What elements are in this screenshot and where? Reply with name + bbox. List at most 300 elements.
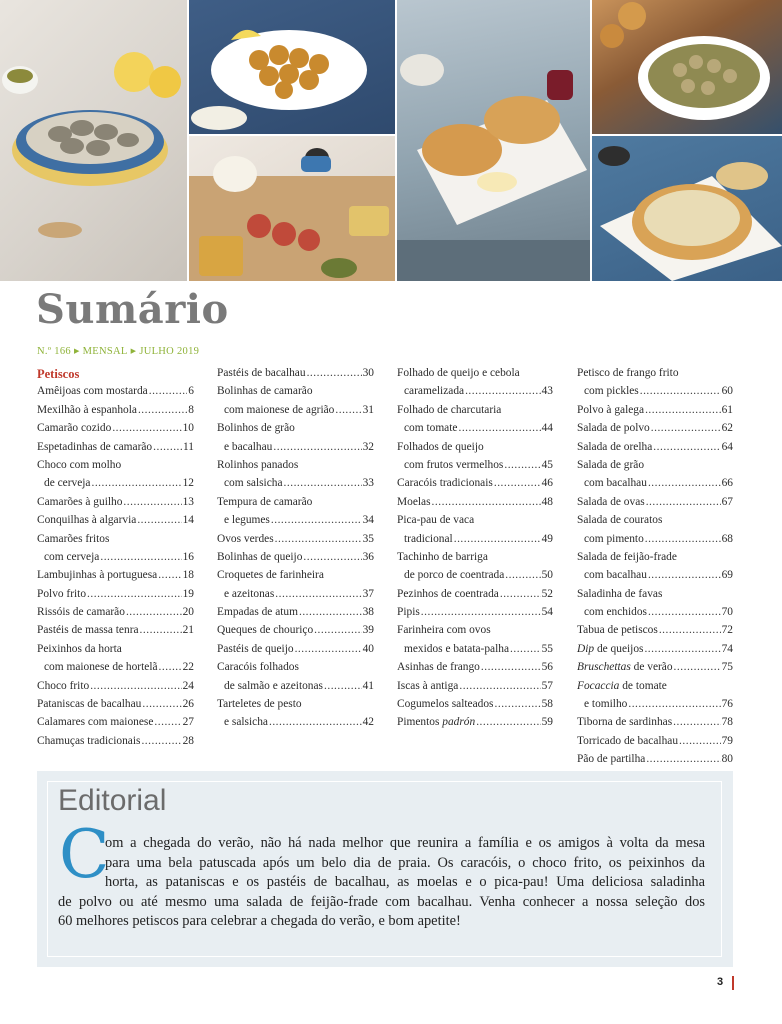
dot-leader xyxy=(112,419,181,437)
toc-entry-title: Pica-pau de vaca xyxy=(397,514,475,527)
toc-entry xyxy=(217,603,374,621)
toc-page-number: 50 xyxy=(541,569,553,582)
toc-entry xyxy=(577,548,733,585)
toc-entry-title: com maionese de agrião xyxy=(224,403,335,416)
toc-entry xyxy=(397,474,553,492)
toc-entry-line xyxy=(577,364,733,382)
toc-entry-line xyxy=(217,474,374,492)
toc-entry-line xyxy=(397,658,553,676)
toc-page-number: 21 xyxy=(182,624,194,637)
toc-page-number: 69 xyxy=(721,569,733,582)
toc-entry-line xyxy=(37,658,194,676)
dot-leader xyxy=(645,401,721,419)
dot-leader xyxy=(140,621,182,639)
dot-leader xyxy=(679,732,721,750)
toc-entry-line xyxy=(577,677,733,695)
toc-entry-title: e azeitonas xyxy=(224,587,275,600)
dot-leader xyxy=(640,382,721,400)
toc-page-number: 8 xyxy=(188,403,194,416)
toc-entry xyxy=(217,658,374,695)
toc-entry-line xyxy=(397,474,553,492)
dot-leader xyxy=(432,493,541,511)
toc-entry xyxy=(217,640,374,658)
toc-entry xyxy=(37,621,194,639)
toc-entry-title: com bacalhau xyxy=(584,477,647,490)
toc-entry-line xyxy=(577,621,733,639)
toc-page-number: 24 xyxy=(182,679,194,692)
toc-entry-title: tradicional xyxy=(404,532,453,545)
toc-page-number: 75 xyxy=(721,661,733,674)
toc-page-number: 39 xyxy=(362,624,374,637)
toc-entry xyxy=(217,548,374,566)
toc-page-number: 42 xyxy=(362,716,374,729)
toc-entry-title: Pipis xyxy=(397,606,420,619)
toc-entry-title: com frutos vermelhos xyxy=(404,458,504,471)
toc-entry-line xyxy=(37,401,194,419)
dot-leader xyxy=(87,585,182,603)
toc-page-number: 41 xyxy=(362,679,374,692)
dot-leader xyxy=(269,713,362,731)
toc-page-number: 31 xyxy=(362,403,374,416)
toc-page-number: 27 xyxy=(182,716,194,729)
toc-page-number: 37 xyxy=(362,587,374,600)
fried-bites-photo xyxy=(189,0,395,134)
toc-page-number: 35 xyxy=(362,532,374,545)
editorial-text xyxy=(58,834,705,932)
toc-page-number: 60 xyxy=(721,385,733,398)
toc-entry-line xyxy=(217,585,374,603)
toc-column-2 xyxy=(217,364,374,732)
toc-entry-title: Tarteletes de pesto xyxy=(217,698,302,711)
toc-page-number: 43 xyxy=(541,385,553,398)
toc-page-number: 79 xyxy=(721,734,733,747)
toc-page-number: 59 xyxy=(541,716,553,729)
toc-entry-title: com pimento xyxy=(584,532,644,545)
dot-leader xyxy=(90,677,181,695)
toc-entry-line xyxy=(577,713,733,731)
toc-entry xyxy=(577,456,733,493)
dot-leader xyxy=(465,382,541,400)
dot-leader xyxy=(275,530,362,548)
toc-entry xyxy=(577,511,733,548)
dot-leader xyxy=(481,658,541,676)
toc-entry xyxy=(37,438,194,456)
toc-entry-title: com tomate xyxy=(404,422,458,435)
dot-leader xyxy=(100,548,181,566)
toc-entry-title: Queques de chouriço xyxy=(217,624,314,637)
toc-entry-title: Tempura de camarão xyxy=(217,495,313,508)
triangle-separator-icon: ▶ xyxy=(130,347,137,355)
toc-entry-line xyxy=(397,621,553,639)
toc-entry xyxy=(397,401,553,438)
toc-entry-line xyxy=(217,364,374,382)
dot-leader xyxy=(500,585,541,603)
toc-entry-title: Caracóis tradicionais xyxy=(397,477,493,490)
toc-entry-line xyxy=(217,658,374,676)
toc-entry-title: com salsicha xyxy=(224,477,283,490)
toc-entry-title: Farinheira com ovos xyxy=(397,624,491,637)
toc-entry-line xyxy=(397,456,553,474)
dot-leader xyxy=(153,438,182,456)
toc-entry-title: Salada de polvo xyxy=(577,422,650,435)
dot-leader xyxy=(303,548,361,566)
dot-leader xyxy=(324,677,362,695)
toc-entry-line xyxy=(37,603,194,621)
toc-entry-line xyxy=(397,401,553,419)
toc-entry-title: Tabua de petiscos xyxy=(577,624,658,637)
toc-entry-line xyxy=(577,419,733,437)
toc-entry-line xyxy=(577,382,733,400)
toc-entry-line xyxy=(37,585,194,603)
toc-entry-line xyxy=(37,640,194,658)
toc-entry-line xyxy=(217,677,374,695)
toc-entry-line xyxy=(577,640,733,658)
toc-entry-title: Choco frito xyxy=(37,679,90,692)
toc-page-number: 33 xyxy=(362,477,374,490)
toc-entry xyxy=(37,382,194,400)
toc-entry-title: Croquetes de farinheira xyxy=(217,569,324,582)
toc-entry-line xyxy=(37,566,194,584)
toc-page-number: 76 xyxy=(721,698,733,711)
toc-entry xyxy=(37,566,194,584)
toc-entry-line xyxy=(217,382,374,400)
toc-entry-line xyxy=(37,677,194,695)
toast-photo xyxy=(592,136,782,281)
toc-entry-title: Tachinho de barriga xyxy=(397,550,488,563)
toc-page-number: 28 xyxy=(182,734,194,747)
dot-leader xyxy=(141,732,181,750)
toc-entry-title: com bacalhau xyxy=(584,569,647,582)
page-marker-bar xyxy=(732,976,734,990)
editorial-line: horta, as pataniscas e os pastéis de bacalhau, as moelas e o pica-pau! Uma deliciosa saladinha xyxy=(105,874,705,890)
toc-entry-title: Camarão cozido xyxy=(37,422,112,435)
toc-entry-line xyxy=(397,364,553,382)
dot-leader xyxy=(645,530,721,548)
toc-entry-title: Folhado de queijo e cebola xyxy=(397,367,520,379)
toc-entry-title: Petisco de frango frito xyxy=(577,367,679,379)
toc-entry-line xyxy=(397,677,553,695)
toc-entry xyxy=(37,713,194,731)
dot-leader xyxy=(476,713,540,731)
toc-entry-title: Empadas de atum xyxy=(217,606,298,619)
toc-entry-line xyxy=(397,640,553,658)
toc-entry xyxy=(37,530,194,567)
clams-photo xyxy=(0,0,187,281)
dot-leader xyxy=(674,658,721,676)
toc-entry-line xyxy=(37,548,194,566)
toc-entry-line xyxy=(37,695,194,713)
toc-entry xyxy=(217,382,374,419)
toc-entry-title: Bolinhas de camarão xyxy=(217,385,313,398)
toc-entry xyxy=(577,732,733,750)
toc-page-number: 16 xyxy=(182,550,194,563)
toc-entry xyxy=(397,548,553,585)
toc-page-number: 20 xyxy=(182,606,194,619)
toc-entry xyxy=(37,401,194,419)
toc-page-number: 44 xyxy=(541,422,553,435)
toc-entry xyxy=(37,732,194,750)
toc-entry xyxy=(397,677,553,695)
toc-entry-title: Dip de queijos xyxy=(577,642,644,655)
toc-entry-title: Caracóis folhados xyxy=(217,661,299,674)
toc-entry-title: mexidos e batata-palha xyxy=(404,642,510,655)
toc-page-number: 64 xyxy=(721,440,733,453)
toc-entry-line xyxy=(577,750,733,768)
toc-entry-title: Camarões fritos xyxy=(37,532,110,545)
toc-entry-line xyxy=(577,695,733,713)
editorial-line: 60 melhores petiscos para celebrar a chegada do verão, e bom apetite! xyxy=(58,913,461,929)
toc-entry xyxy=(37,603,194,621)
toc-entry-line xyxy=(217,640,374,658)
page-number: 3 xyxy=(717,976,724,988)
toc-entry-line xyxy=(217,493,374,511)
toc-page-number: 70 xyxy=(721,606,733,619)
toc-entry-line xyxy=(577,732,733,750)
dot-leader xyxy=(123,493,181,511)
toc-entry-line xyxy=(217,603,374,621)
toc-page-number: 57 xyxy=(541,679,553,692)
dot-leader xyxy=(335,401,361,419)
toc-entry-title: Bruschettas de verão xyxy=(577,661,673,674)
toc-entry-title: Pimentos padrón xyxy=(397,716,476,729)
toc-entry xyxy=(217,566,374,603)
dot-leader xyxy=(275,585,361,603)
dot-leader xyxy=(149,382,188,400)
toc-entry xyxy=(577,438,733,456)
toc-page-number: 55 xyxy=(541,642,553,655)
charcuterie-photo xyxy=(189,136,395,281)
toc-entry-title: Pezinhos de coentrada xyxy=(397,587,499,600)
toc-page-number: 48 xyxy=(541,495,553,508)
toc-entry-line xyxy=(37,456,194,474)
dot-leader xyxy=(458,419,540,437)
toc-entry xyxy=(217,530,374,548)
toc-entry-line xyxy=(577,474,733,492)
toc-page-number: 14 xyxy=(182,514,194,527)
dot-leader xyxy=(137,511,181,529)
toc-entry-line xyxy=(397,493,553,511)
toc-entry-line xyxy=(577,401,733,419)
issue-info xyxy=(37,346,199,357)
toc-entry xyxy=(217,419,374,456)
toc-entry-line xyxy=(397,566,553,584)
toc-page-number: 54 xyxy=(541,606,553,619)
snails-photo xyxy=(592,0,782,134)
toc-entry xyxy=(577,750,733,768)
toc-entry-line xyxy=(397,695,553,713)
toc-entry-title: com pickles xyxy=(584,385,639,398)
toc-page-number: 68 xyxy=(721,532,733,545)
toc-entry-line xyxy=(577,511,733,529)
toc-page-number: 26 xyxy=(182,698,194,711)
toc-entry xyxy=(577,713,733,731)
toc-entry-title: e bacalhau xyxy=(224,440,273,453)
dot-leader xyxy=(271,511,362,529)
toc-entry-line xyxy=(37,382,194,400)
toc-entry-line xyxy=(217,438,374,456)
toc-entry xyxy=(37,695,194,713)
toc-entry-title: Mexilhão à espanhola xyxy=(37,403,137,416)
dot-leader xyxy=(273,438,361,456)
dot-leader xyxy=(142,695,181,713)
toc-entry-line xyxy=(217,621,374,639)
toc-page-number: 13 xyxy=(182,495,194,508)
toc-entry-title: Folhado de charcutaria xyxy=(397,403,502,416)
toc-page-number: 30 xyxy=(362,367,374,379)
toc-page-number: 11 xyxy=(183,440,194,453)
toc-entry xyxy=(397,658,553,676)
toc-entry-title: Saladinha de favas xyxy=(577,587,663,600)
page-title: Sumário xyxy=(36,286,229,333)
toc-entry-line xyxy=(577,658,733,676)
toc-entry-line xyxy=(397,585,553,603)
toc-entry xyxy=(37,677,194,695)
toc-page-number: 10 xyxy=(182,422,194,435)
toc-entry-line xyxy=(397,419,553,437)
toc-entry-line xyxy=(217,713,374,731)
toc-entry xyxy=(577,640,733,658)
toc-entry xyxy=(397,621,553,658)
toc-entry-title: Pastéis de queijo xyxy=(217,642,294,655)
toc-page-number: 36 xyxy=(362,550,374,563)
puff-pastry-photo xyxy=(397,0,590,281)
toc-entry xyxy=(397,364,553,401)
toc-page-number: 6 xyxy=(188,385,194,398)
toc-entry xyxy=(577,658,733,676)
toc-entry-title: Salada de orelha xyxy=(577,440,653,453)
editorial-line: para uma bela patuscada após um belo dia de praia. Os caracóis, o choco frito, os peixinhos da xyxy=(105,854,705,871)
toc-entry-title: Torricado de bacalhau xyxy=(577,734,679,747)
issue-frequency: MENSAL xyxy=(82,346,128,357)
toc-entry-title: caramelizada xyxy=(404,385,465,398)
dot-leader xyxy=(648,566,721,584)
toc-entry-title: Tiborna de sardinhas xyxy=(577,716,673,729)
toc-entry-title: Ovos verdes xyxy=(217,532,274,545)
editorial-title: Editorial xyxy=(58,784,167,817)
toc-entry-line xyxy=(577,603,733,621)
toc-page-number: 52 xyxy=(541,587,553,600)
toc-entry-title: Salada de couratos xyxy=(577,514,663,527)
toc-entry-title: Chamuças tradicionais xyxy=(37,734,141,747)
toc-entry-title: Polvo à galega xyxy=(577,403,645,416)
toc-entry xyxy=(397,493,553,511)
toc-entry xyxy=(577,621,733,639)
dot-leader xyxy=(454,530,541,548)
toc-entry-line xyxy=(37,621,194,639)
dot-leader xyxy=(644,640,720,658)
toc-entry-line xyxy=(397,603,553,621)
toc-entry-title: Pão de partilha xyxy=(577,753,646,766)
dot-leader xyxy=(494,474,541,492)
toc-entry-title: Salada de ovas xyxy=(577,495,645,508)
toc-entry-line xyxy=(577,548,733,566)
toc-page-number: 18 xyxy=(182,569,194,582)
toc-entry xyxy=(37,585,194,603)
toc-entry xyxy=(217,621,374,639)
toc-column-4 xyxy=(577,364,733,769)
dot-leader xyxy=(126,603,182,621)
toc-entry-title: Conquilhas à algarvia xyxy=(37,514,137,527)
dot-leader xyxy=(505,566,540,584)
toc-entry-title: de cerveja xyxy=(44,477,91,490)
dot-leader xyxy=(158,566,181,584)
toc-entry-line xyxy=(397,511,553,529)
issue-date: JULHO 2019 xyxy=(139,346,200,357)
dot-leader xyxy=(659,621,721,639)
toc-entry-title: Focaccia de tomate xyxy=(577,679,667,692)
toc-entry xyxy=(37,511,194,529)
toc-entry-title: Asinhas de frango xyxy=(397,661,480,674)
toc-entry xyxy=(577,677,733,714)
dot-leader xyxy=(307,364,362,382)
dot-leader xyxy=(154,713,181,731)
toc-entry xyxy=(37,419,194,437)
toc-entry-title: Cogumelos salteados xyxy=(397,698,494,711)
toc-entry-title: Folhados de queijo xyxy=(397,440,484,453)
toc-entry-title: Iscas à antiga xyxy=(397,679,459,692)
toc-entry-line xyxy=(37,474,194,492)
toc-entry xyxy=(397,511,553,548)
dot-leader xyxy=(651,419,721,437)
issue-number: N.º 166 xyxy=(37,346,71,357)
dot-leader xyxy=(646,750,720,768)
toc-entry-title: Salada de grão xyxy=(577,458,645,471)
toc-entry xyxy=(397,585,553,603)
toc-entry-title: Bolinhas de queijo xyxy=(217,550,303,563)
toc-entry-title: com cerveja xyxy=(44,550,100,563)
toc-entry-title: de porco de coentrada xyxy=(404,569,505,582)
toc-page-number: 45 xyxy=(541,458,553,471)
toc-entry-line xyxy=(217,419,374,437)
toc-entry-line xyxy=(37,530,194,548)
dot-leader xyxy=(495,695,541,713)
toc-entry-line xyxy=(37,419,194,437)
toc-entry-title: Calamares com maionese xyxy=(37,716,154,729)
toc-entry xyxy=(577,419,733,437)
dot-leader xyxy=(91,474,181,492)
toc-page-number: 78 xyxy=(721,716,733,729)
toc-entry-title: com maionese de hortelã xyxy=(44,661,158,674)
toc-entry-title: e tomilho xyxy=(584,698,628,711)
dot-leader xyxy=(314,621,361,639)
dot-leader xyxy=(299,603,362,621)
toc-entry-line xyxy=(37,713,194,731)
toc-entry-title: e legumes xyxy=(224,514,270,527)
toc-page-number: 61 xyxy=(721,403,733,416)
toc-entry xyxy=(217,493,374,530)
photo-collage xyxy=(0,0,782,281)
toc-entry-line xyxy=(397,382,553,400)
toc-entry-title: Lambujinhas à portuguesa xyxy=(37,569,158,582)
toc-entry-line xyxy=(577,438,733,456)
toc-entry-title: Rolinhos panados xyxy=(217,458,299,471)
toc-entry xyxy=(217,695,374,732)
toc-page-number: 58 xyxy=(541,698,553,711)
toc-entry-line xyxy=(37,493,194,511)
toc-entry-title: Pastéis de massa tenra xyxy=(37,624,139,637)
toc-entry-title: Rissóis de camarão xyxy=(37,606,125,619)
toc-entry xyxy=(577,401,733,419)
toc-entry xyxy=(217,456,374,493)
toc-entry-line xyxy=(37,511,194,529)
toc-entry-line xyxy=(217,695,374,713)
toc-entry xyxy=(217,364,374,382)
toc-entry-line xyxy=(397,530,553,548)
toc-entry xyxy=(37,640,194,677)
toc-entry-line xyxy=(397,438,553,456)
toc-entry-title: com enchidos xyxy=(584,606,647,619)
dot-leader xyxy=(648,474,721,492)
